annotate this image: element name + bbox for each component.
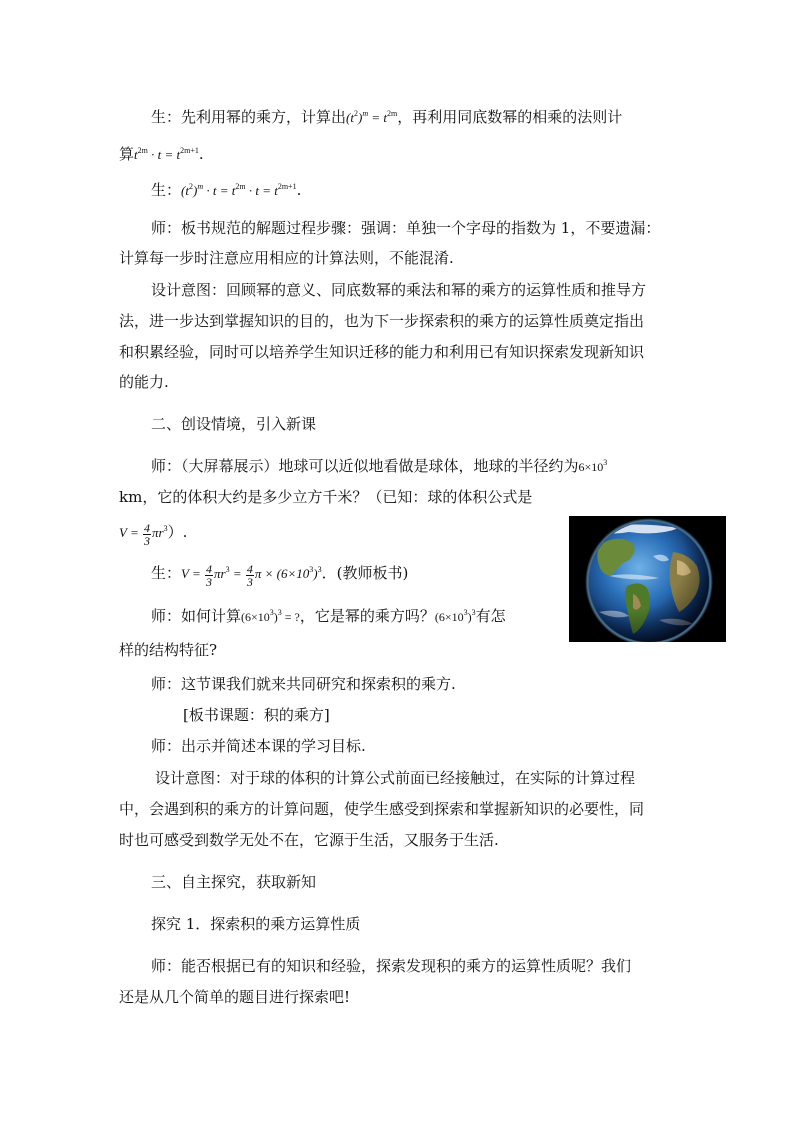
paragraph-student-2: 生：$(t^2)^m \cdot t = t^{2m} \cdot t = t^{2m+1}$. bbox=[151, 181, 302, 199]
paragraph-teacher-5: 师：出示并简述本课的学习目标. bbox=[151, 737, 366, 755]
paragraph-teacher-1-line-1: 师：板书规范的解题过程步骤：强调：单独一个字母的指数为 1，不要遗漏： bbox=[151, 219, 661, 237]
paragraph-teacher-2-line-1: 师：（大屏幕展示）地球可以近似地看做是球体，地球的半径约为$6\times 10^3$ bbox=[151, 457, 608, 475]
design-intent-2-line-3: 时也可感受到数学无处不在，它源于生活，又服务于生活. bbox=[119, 831, 499, 849]
formula: $(6\times 10^3)^3$ = ? bbox=[241, 608, 300, 624]
design-intent-1-line-2: 法，进一步达到掌握知识的目的，也为下一步探索积的乘方的运算性质奠定指出 bbox=[119, 312, 645, 330]
earth-graphic bbox=[569, 516, 726, 642]
paragraph-teacher-2-line-3: V = $\frac{4}{3}$ $\pi r^3$）. bbox=[119, 520, 188, 548]
paragraph-student-3: 生：V = $\frac{4}{3}$ $\pi r^3$ = $\frac{4}{3}$ $\pi \times (6\times 10^3)^3$．(教师板书) bbox=[151, 561, 409, 589]
formula: $6\times 10^3$ bbox=[578, 458, 608, 474]
formula: $(6\times 10^3)^3$ bbox=[434, 608, 476, 624]
design-intent-1-line-1: 设计意图：回顾幂的意义、同底数幂的乘法和幂的乘方的运算性质和推导方 bbox=[151, 281, 647, 299]
board-title: [板书课题：积的乘方] bbox=[183, 706, 330, 724]
paragraph-teacher-3-line-1: 师：如何计算$(6\times 10^3)^3$ = ?，它是幂的乘方吗？$(6\times 10^3)^3$有怎 bbox=[151, 607, 506, 625]
formula: $(t^2)^m = t^{2m}$ bbox=[346, 109, 398, 125]
formula: V = $\frac{4}{3}$ $\pi r^3$ = $\frac{4}{3}$ $\pi \times (6\times 10^3)^3$ bbox=[181, 561, 322, 589]
design-intent-2-line-2: 中，会遇到积的乘方的计算问题，使学生感受到探索和掌握新知识的必要性，同 bbox=[119, 800, 645, 818]
design-intent-1-line-3: 和积累经验，同时可以培养学生知识迁移的能力和利用已有知识探索发现新知识 bbox=[119, 343, 645, 361]
section-heading-3: 三、自主探究，获取新知 bbox=[151, 873, 317, 891]
formula: $(t^2)^m \cdot t = t^{2m} \cdot t = t^{2m+1}$ bbox=[181, 182, 297, 198]
paragraph-student-1-line-1: 生：先利用幂的乘方，计算出$(t^2)^m = t^{2m}$，再利用同底数幂的相乘的法则计 bbox=[151, 108, 623, 126]
paragraph-teacher-2-line-2: km，它的体积大约是多少立方千米？（已知：球的体积公式是 bbox=[119, 488, 533, 506]
design-intent-2-line-1: 设计意图：对于球的体积的计算公式前面已经接触过，在实际的计算过程 bbox=[155, 769, 636, 787]
section-heading-2: 二、创设情境，引入新课 bbox=[151, 415, 317, 433]
paragraph-teacher-4: 师：这节课我们就来共同研究和探索积的乘方. bbox=[151, 675, 456, 693]
formula: V = $\frac{4}{3}$ $\pi r^3$ bbox=[119, 520, 168, 548]
paragraph-teacher-3-line-2: 样的结构特征? bbox=[119, 641, 218, 659]
design-intent-1-line-4: 的能力. bbox=[119, 373, 169, 391]
paragraph-student-1-line-2: 算$t^{2m} \cdot t = t^{2m+1}$. bbox=[119, 145, 204, 163]
formula: $t^{2m} \cdot t = t^{2m+1}$ bbox=[134, 146, 199, 162]
earth-image bbox=[569, 516, 726, 642]
paragraph-teacher-1-line-2: 计算每一步时注意应用相应的计算法则，不能混淆. bbox=[119, 249, 454, 267]
exploration-heading: 探究 1．探索积的乘方运算性质 bbox=[151, 915, 361, 933]
paragraph-teacher-6-line-1: 师：能否根据已有的知识和经验，探索发现积的乘方的运算性质呢？我们 bbox=[151, 957, 632, 975]
paragraph-teacher-6-line-2: 还是从几个简单的题目进行探索吧! bbox=[119, 988, 351, 1006]
